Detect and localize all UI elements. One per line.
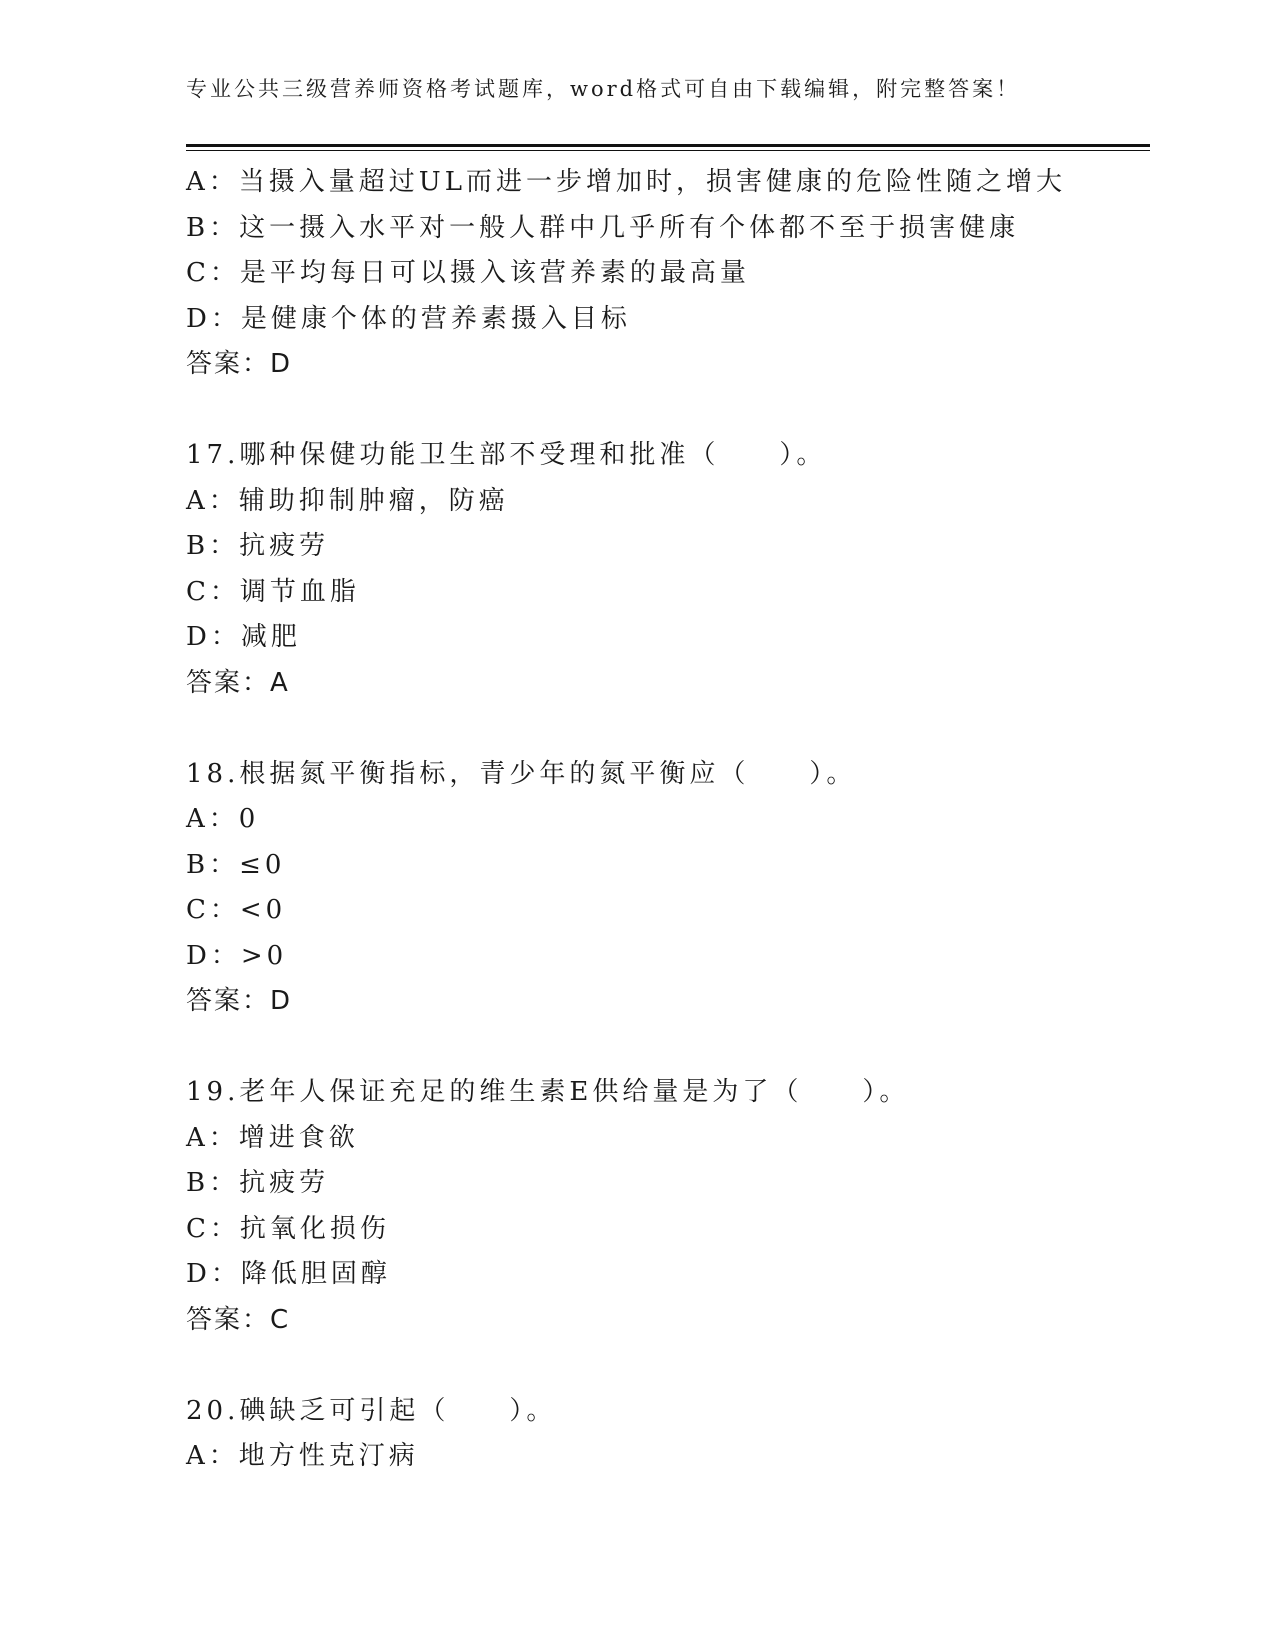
question-text: 17.哪种保健功能卫生部不受理和批准（ ）。 xyxy=(186,440,827,470)
question-18 xyxy=(186,752,1146,1025)
answer: 答案：A xyxy=(186,667,290,698)
question-list xyxy=(186,160,1146,1480)
option-d: D：>0 xyxy=(186,940,288,971)
option-a: A：地方性克汀病 xyxy=(186,1441,419,1471)
answer: 答案：C xyxy=(186,1304,291,1335)
question-19 xyxy=(186,1070,1146,1343)
page-header: 专业公共三级营养师资格考试题库，word格式可自由下载编辑，附完整答案！ xyxy=(186,77,1021,101)
option-c: C：抗氧化损伤 xyxy=(186,1213,390,1244)
option-d: D：是健康个体的营养素摄入目标 xyxy=(186,303,631,334)
option-c: C：<0 xyxy=(186,895,287,925)
option-a: A：增进食欲 xyxy=(186,1122,359,1153)
option-d: D：减肥 xyxy=(186,622,301,652)
header-rule-thin xyxy=(186,150,1150,151)
option-b: B：抗疲劳 xyxy=(186,531,330,561)
question-text: 18.根据氮平衡指标，青少年的氮平衡应（ ）。 xyxy=(186,758,857,789)
question-17 xyxy=(186,433,1146,706)
option-b: B：这一摄入水平对一般人群中几乎所有个体都不至于损害健康 xyxy=(186,212,1020,243)
option-c: C：调节血脂 xyxy=(186,576,360,607)
option-d: D：降低胆固醇 xyxy=(186,1259,391,1289)
option-c: C：是平均每日可以摄入该营养素的最高量 xyxy=(186,258,750,288)
spacer xyxy=(186,388,1146,434)
option-b: B：≤0 xyxy=(186,849,286,880)
option-a: A：辅助抑制肿瘤，防癌 xyxy=(186,485,509,516)
question-16 xyxy=(186,160,1146,388)
spacer xyxy=(186,1025,1146,1071)
answer: 答案：D xyxy=(186,986,293,1016)
question-text: 20.碘缺乏可引起（ ）。 xyxy=(186,1395,557,1426)
question-20 xyxy=(186,1389,1146,1480)
spacer xyxy=(186,1343,1146,1389)
option-a: A：当摄入量超过UL而进一步增加时，损害健康的危险性随之增大 xyxy=(186,167,1066,197)
spacer xyxy=(186,706,1146,752)
answer: 答案：D xyxy=(186,349,293,379)
option-a: A：0 xyxy=(186,804,260,834)
header-rule-thick xyxy=(186,144,1150,147)
question-text: 19.老年人保证充足的维生素E供给量是为了（ ）。 xyxy=(186,1077,910,1107)
option-b: B：抗疲劳 xyxy=(186,1168,330,1198)
